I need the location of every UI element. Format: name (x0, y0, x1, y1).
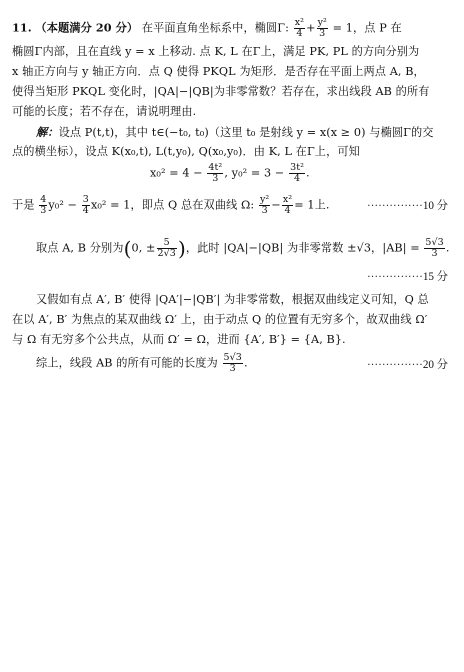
problem-line-4: 使得当矩形 PKQL 变化时，|QA|−|QB|为非零常数？若存在，求出线段 AB 的所有 (12, 85, 430, 98)
solution-line-6: 在以 A′, B′ 为焦点的某双曲线 Ω′ 上，由于动点 Q 的位置有无穷多个，故双曲线 Ω′ (12, 313, 428, 326)
fraction: $\frac{\text{4t²}}{3}$ (208, 162, 223, 184)
fraction: $\frac{\text{x²}}{4}$ (294, 17, 305, 39)
problem-number: 11. (12, 20, 32, 35)
score-marker-20: ···············20 分 (366, 359, 448, 371)
score-marker-10: ···············10 分 (366, 200, 448, 212)
solution-text: 设点 P(t,t)，其中 t∈(−t₀, t₀)（这里 t₀ 是射线 y = x(x ≥ 0) 与椭圆Γ的交 (58, 126, 434, 139)
equation-xy0: x₀² = 4 − $\frac{\text{4t²}}{3}$ , y₀² = 3 − $\frac{\text{3t²}}{4}$ . (150, 162, 310, 184)
solution-line-7: 与 Ω 有无穷多个公共点，从而 Ω′ = Ω，进而 {A′, B′} = {A, B}. (12, 333, 346, 346)
solution-line-5: 又假如有点 A′, B′ 使得 |QA′|−|QB′| 为非零常数，根据双曲线定义可知，Q 总 (36, 293, 429, 306)
solution-line-3: 于是 $\frac{4}{3}$ y₀² − $\frac{3}{4}$ x₀² = 1，即点 Q 总在双曲线 Ω: $\frac{\text{y²}}{3}$ − $\frac{\text{x²}}{4}$ = 1上. (12, 194, 330, 216)
solution-line-4: 取点 A, B 分别为(0, ± $\frac{5}{2√3}$ )，此时 |QA|−|QB| 为非零常数 ±√3，|AB| = $\frac{5√3}{3}$ . (36, 236, 450, 261)
solution-line-2: 点的横坐标），设点 K(x₀,t), L(t,y₀), Q(x₀,y₀)．由 K, L 在Γ上，可知 (12, 145, 360, 158)
problem-score: （本题满分 20 分） (35, 20, 139, 35)
problem-line-1: 11. （本题满分 20 分） 在平面直角坐标系中，椭圆Γ: $\frac{\text{x²}}{4}$ + $\frac{\text{y²}}{3}$ = 1，点 P 在 (12, 17, 402, 39)
hyperbola-fraction: $\frac{\text{y²}}{3}$ (259, 194, 270, 216)
equation-rhs: = 1 (332, 21, 353, 35)
fraction: $\frac{5√3}{3}$ (425, 237, 444, 259)
fraction: $\frac{3}{4}$ (82, 194, 89, 216)
fraction: $\frac{\text{3t²}}{4}$ (290, 162, 305, 184)
hyperbola-fraction: $\frac{\text{x²}}{4}$ (282, 194, 293, 216)
problem-text: 在平面直角坐标系中，椭圆Γ: (141, 21, 290, 35)
solution-line-8: 综上，线段 AB 的所有可能的长度为 $\frac{5√3}{3}$ . (36, 352, 248, 374)
solution-label: 解： (36, 125, 59, 139)
problem-text: ，点 P 在 (352, 21, 402, 35)
fraction: $\frac{4}{3}$ (40, 194, 47, 216)
problem-line-2: 椭圆Γ内部，且在直线 y = x 上移动. 点 K, L 在Γ上，满足 PK, PL 的方向分别为 (12, 45, 420, 58)
solution-line-1 (36, 124, 434, 141)
fraction: $\frac{\text{y²}}{3}$ (317, 17, 327, 39)
problem-line-3: x 轴正方向与 y 轴正方向．点 Q 使得 PKQL 为矩形．是否存在平面上两点 A, B， (12, 65, 425, 78)
fraction: $\frac{5√3}{3}$ (223, 352, 242, 374)
fraction: $\frac{5}{2√3}$ (157, 237, 176, 259)
problem-line-5: 可能的长度；若不存在，请说明理由. (12, 105, 197, 118)
score-marker-15: ···············15 分 (366, 271, 448, 283)
